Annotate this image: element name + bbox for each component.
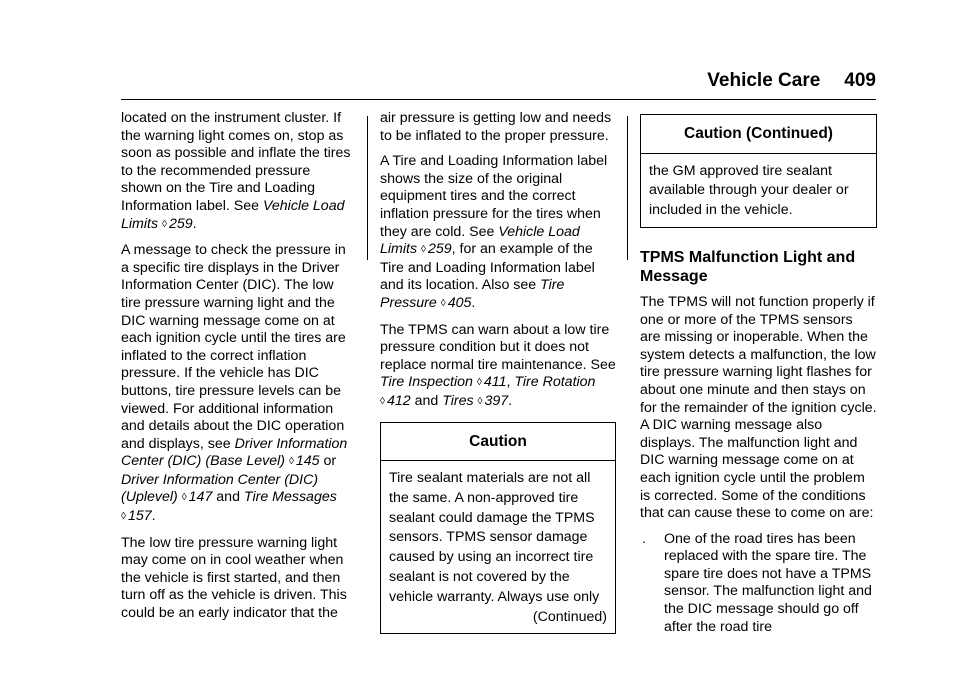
caution-title: Caution bbox=[381, 423, 615, 462]
header-rule bbox=[121, 99, 876, 100]
page-ref-icon: ◊ bbox=[440, 297, 446, 309]
page-header bbox=[707, 70, 876, 92]
column-2 bbox=[380, 110, 616, 634]
cross-reference-link[interactable]: Tire Rotation ◊ 412 bbox=[380, 374, 596, 409]
page-ref-icon: ◊ bbox=[476, 377, 482, 389]
page-number: 409 bbox=[844, 70, 876, 91]
caution-body: Tire sealant materials are not all the same. A non-approved tire sealant could damage the TPMS sensors. TPMS sensor damage caused by using an incorrect tire sealant is not covered by the vehicle warranty. Always use only (Continued) bbox=[381, 461, 615, 633]
paragraph: The low tire pressure warning light may come on in cool weather when the vehicle is first started, and then turn off as the vehicle is driven. This could be an early indicator that the bbox=[121, 534, 347, 622]
cross-reference-link[interactable]: Tire Pressure ◊ 405 bbox=[380, 277, 565, 311]
page-ref-icon: ◊ bbox=[162, 218, 167, 230]
caution-box-continued bbox=[640, 114, 877, 228]
continued-label: (Continued) bbox=[532, 608, 607, 625]
paragraph: The TPMS will not function properly if one or more of the TPMS sensors are missing or inoperable. When the system detects a malfunction, the low tire pressure warning light flashes for about one minute and then stays on for the remainder of the ignition cycle. A DIC warning message also displays. The malfunction light and DIC warning message come on at each ignition cycle until the problem is corrected. Some of the conditions that can cause these to come on are: bbox=[640, 293, 877, 522]
list-item bbox=[640, 531, 877, 637]
page-ref-icon: ◊ bbox=[380, 395, 385, 407]
cross-reference-link[interactable]: Vehicle Load Limits ◊ 259 bbox=[121, 197, 345, 232]
bullet-marker: . bbox=[642, 530, 646, 547]
caution-box bbox=[380, 422, 616, 635]
cross-reference-link[interactable]: Tires ◊ 397 bbox=[442, 392, 509, 409]
cross-reference-link[interactable]: Driver Information Center (DIC) (Uplevel) ◊ 147 bbox=[121, 471, 319, 506]
caution-title: Caution (Continued) bbox=[641, 115, 876, 154]
cross-reference-link[interactable]: Tire Inspection ◊ 411 bbox=[380, 374, 507, 391]
column-3 bbox=[640, 114, 877, 636]
paragraph: The TPMS can warn about a low tire pressure condition but it does not replace normal tire maintenance. See Tire Inspection ◊ 411, Tire Rotation ◊ 412 and Tires ◊ 397. bbox=[380, 321, 616, 409]
page-ref-icon: ◊ bbox=[288, 456, 294, 468]
caution-body: the GM approved tire sealant available through your dealer or included in the vehicle. bbox=[649, 162, 849, 219]
page-ref-icon: ◊ bbox=[421, 244, 426, 256]
paragraph: located on the instrument cluster. If the warning light comes on, stop as soon as possible and inflate the tires to the recommended pressure shown on the Tire and Loading Information label. See Vehicle Load Limits ◊ 259. bbox=[121, 110, 351, 232]
section-heading: TPMS Malfunction Light and Message bbox=[640, 248, 856, 285]
column-divider bbox=[627, 116, 628, 260]
cross-reference-link[interactable]: Vehicle Load Limits ◊ 259 bbox=[380, 223, 580, 258]
cross-reference-link[interactable]: Driver Information Center (DIC) (Base Level) ◊ 145 bbox=[121, 435, 348, 470]
page-ref-icon: ◊ bbox=[181, 492, 187, 504]
page-ref-icon: ◊ bbox=[121, 511, 126, 523]
paragraph: air pressure is getting low and needs to be inflated to the proper pressure. bbox=[380, 110, 612, 144]
paragraph: A Tire and Loading Information label shows the size of the original equipment tires and the correct inflation pressure for the tires when they are cold. See Vehicle Load Limits ◊ 259, for an example of the Tire and Loading Information label and its location. Also see Tire Pressure ◊ 405. bbox=[380, 153, 608, 311]
column-divider bbox=[367, 116, 368, 260]
section-title: Vehicle Care bbox=[707, 70, 821, 91]
list-item-text: One of the road tires has been replaced with the spare tire. The spare tire does not have a TPMS sensor. The malfunction light and the DIC message should go off after the road tire bbox=[664, 530, 872, 635]
column-1 bbox=[121, 110, 354, 631]
page-ref-icon: ◊ bbox=[477, 395, 483, 407]
cross-reference-link[interactable]: Tire Messages ◊ 157 bbox=[121, 489, 337, 525]
paragraph: A message to check the pressure in a specific tire displays in the Driver Information Center (DIC). The low tire pressure warning light and the DIC warning message come on at each ignition cycle until the tires are inflated to the correct inflation pressure. If the vehicle has DIC buttons, tire pressure levels can be viewed. For additional information and details about the DIC operation and displays, see Driver Information Center (DIC) (Base Level) ◊ 145 or Driver Information Center (DIC) (Uplevel) ◊ 147 and Tire Messages ◊ 157. bbox=[121, 242, 348, 525]
